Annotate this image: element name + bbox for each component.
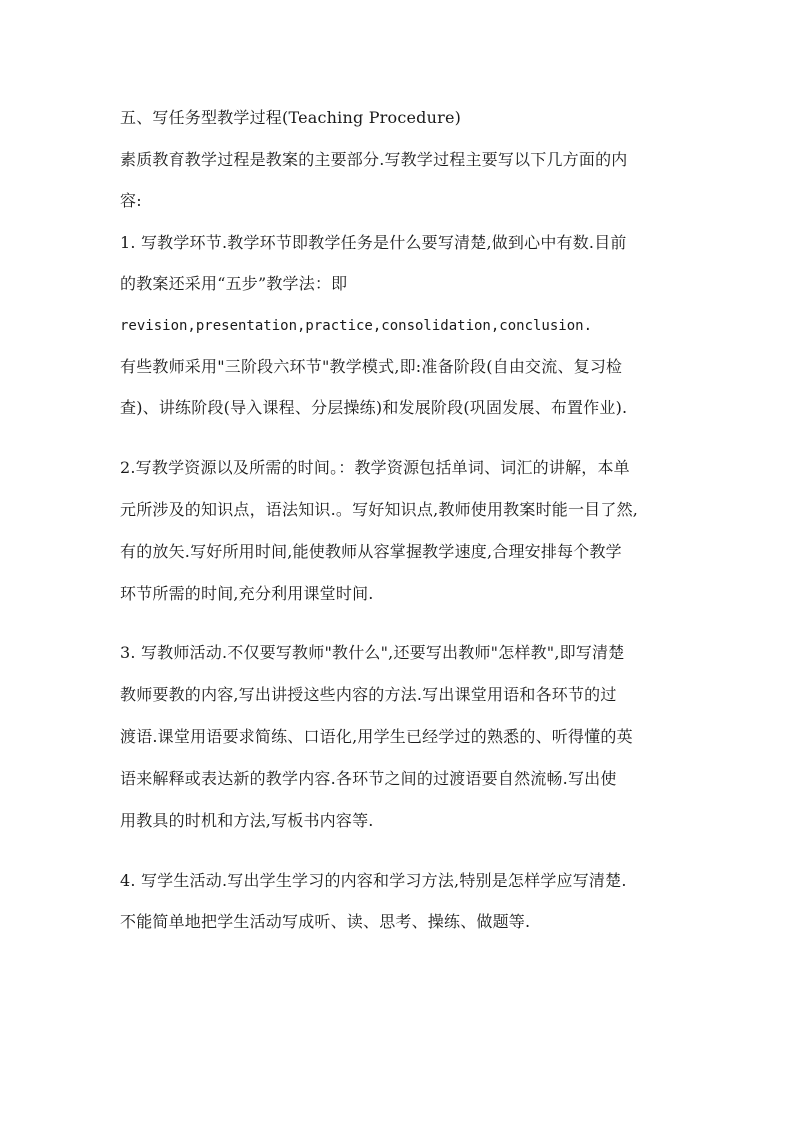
item3-line: 教师要教的内容,写出讲授这些内容的方法.写出课堂用语和各环节的过	[120, 685, 617, 704]
item1-line: 查)、讲练阶段(导入课程、分层操练)和发展阶段(巩固发展、布置作业).	[120, 398, 628, 417]
item3-line: 用教具的时机和方法,写板书内容等.	[120, 811, 374, 830]
item2-line: 元所涉及的知识点，语法知识.。写好知识点,教师使用教案时能一目了然,	[120, 500, 639, 519]
intro-line: 容:	[120, 191, 142, 210]
item4-line: 4. 写学生活动.写出学生学习的内容和学习方法,特别是怎样学应写清楚.	[120, 871, 627, 890]
intro-line: 素质教育教学过程是教案的主要部分.写教学过程主要写以下几方面的内	[120, 150, 628, 169]
item3-line: 3. 写教师活动.不仅要写教师"教什么",还要写出教师"怎样教",即写清楚	[120, 643, 625, 662]
item1-line: 1. 写教学环节.教学环节即教学任务是什么要写清楚,做到心中有数.目前	[120, 233, 627, 252]
item2-line: 环节所需的时间,充分利用课堂时间.	[120, 584, 374, 603]
item1-steps-line: revision,presentation,practice,consolidation,conclusion.	[120, 318, 593, 334]
item1-line: 的教案还采用“五步”教学法：即	[120, 274, 348, 293]
item4-line: 不能简单地把学生活动写成听、读、思考、操练、做题等.	[120, 912, 531, 931]
item3-line: 语来解释或表达新的教学内容.各环节之间的过渡语要自然流畅.写出使	[120, 769, 617, 788]
item2-line: 2.写教学资源以及所需的时间。：教学资源包括单词、词汇的讲解，本单	[120, 458, 630, 477]
item2-line: 有的放矢.写好所用时间,能使教师从容掌握教学速度,合理安排每个教学	[120, 542, 622, 561]
item3-line: 渡语.课堂用语要求简练、口语化,用学生已经学过的熟悉的、听得懂的英	[120, 727, 633, 746]
item1-line: 有些教师采用"三阶段六环节"教学模式,即:准备阶段(自由交流、复习检	[120, 357, 623, 376]
section-heading: 五、写任务型教学过程(Teaching Procedure)	[120, 108, 462, 127]
